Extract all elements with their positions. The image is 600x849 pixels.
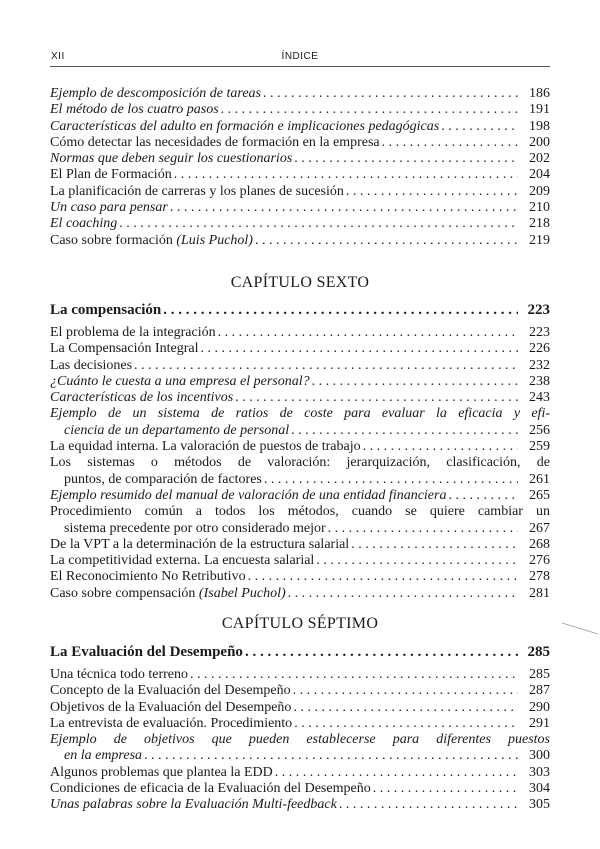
toc-entry-title-text: Características de los incentivos [50, 390, 234, 406]
toc-entry-page: 265 [529, 487, 550, 503]
toc-entry[interactable] [50, 135, 550, 151]
toc-entry-title [50, 216, 117, 232]
dot-leader [351, 537, 518, 553]
dot-leader [264, 472, 518, 488]
dot-leader [170, 200, 518, 216]
toc-entry[interactable] [50, 358, 550, 374]
toc-entry[interactable] [50, 325, 550, 341]
dot-leader [293, 683, 518, 699]
dot-leader [291, 423, 518, 439]
toc-entry-title [50, 167, 172, 183]
toc-entry[interactable] [50, 504, 550, 537]
toc-entry-page: 223 [529, 325, 550, 340]
dot-leader [275, 765, 518, 781]
toc-entry[interactable] [50, 233, 550, 249]
toc-entry-page: 267 [529, 520, 550, 536]
toc-entry[interactable] [50, 781, 550, 797]
dot-leader [163, 302, 518, 318]
toc-entry-page: 276 [529, 553, 550, 569]
toc-entry[interactable] [50, 102, 550, 118]
toc-entry[interactable] [50, 537, 550, 553]
toc-entry-title [50, 716, 292, 732]
toc-entry-title-text: Caso sobre compensación [50, 585, 196, 601]
toc-entry-title-text: El problema de la integración [50, 325, 216, 340]
toc-entry[interactable] [50, 167, 550, 183]
toc-entry-page: 226 [529, 341, 550, 357]
dot-leader [293, 700, 518, 716]
dot-leader [248, 569, 518, 585]
toc-entry-title-text: Concepto de la Evaluación del Desempeño [50, 683, 291, 699]
toc-entry-author: (Isabel Puchol) [198, 585, 286, 601]
toc-entry-page: 218 [529, 216, 550, 232]
chapter-6-main-entry[interactable] [50, 302, 550, 318]
toc-entry-title [50, 781, 371, 797]
toc-entry-title-continuation: sistema precedente por otro considerado mejor [64, 520, 326, 536]
toc-entry-title-continuation: ciencia de un departamento de personal [64, 422, 290, 438]
toc-entry-page: 186 [529, 86, 550, 101]
toc-entry-title-text: Condiciones de eficacia de la Evaluación del Desempeño [50, 781, 371, 797]
toc-entry-title [50, 325, 216, 341]
chapter-6-heading: CAPÍTULO SEXTO [230, 274, 370, 291]
toc-entry-title-continuation: en la empresa [64, 748, 143, 764]
toc-entry-page: 232 [529, 357, 550, 373]
toc-entry-page: 304 [529, 781, 550, 797]
toc-entry-title-continuation: puntos, de comparación de factores [64, 471, 262, 487]
dot-leader [363, 439, 518, 455]
dot-leader [174, 167, 518, 183]
chapter-7-main-entry[interactable] [50, 644, 550, 660]
running-head [50, 50, 550, 67]
toc-entry-page: 305 [529, 797, 550, 813]
toc-entry-page: 278 [529, 569, 550, 585]
toc-entry-title [50, 374, 310, 390]
toc-entry-page: 243 [529, 390, 550, 406]
toc-entry[interactable] [50, 700, 550, 716]
toc-entry-page: 281 [529, 585, 550, 601]
dot-leader [373, 781, 518, 797]
toc-entry-page: 300 [529, 748, 550, 764]
dot-leader [119, 216, 518, 232]
toc-entry[interactable] [50, 683, 550, 699]
toc-entry-title-text: Unas palabras sobre la Evaluación Multi-feedback [50, 797, 337, 813]
toc-entry[interactable] [50, 488, 550, 504]
dot-leader [221, 102, 518, 118]
chapter-6-entries [50, 325, 550, 602]
toc-entry-title [50, 390, 233, 406]
toc-entry[interactable] [50, 439, 550, 455]
toc-entry-title: Ejemplo de un sistema de ratios de coste para evaluar la eficacia y efi- [50, 406, 550, 422]
toc-entry-title-text: La Compensación Integral [50, 341, 199, 357]
toc-entry-title: Los sistemas o métodos de valoración: jerarquización, clasificación, de [50, 455, 550, 471]
toc-entry-page: 200 [529, 134, 550, 150]
toc-entry-title [50, 358, 132, 374]
toc-entry[interactable] [50, 406, 550, 439]
toc-entry[interactable] [50, 390, 550, 406]
toc-entry-page: 285 [529, 667, 550, 682]
chapter-7-entries [50, 667, 550, 814]
toc-entry-page: 256 [529, 422, 550, 438]
toc-entry-title [50, 553, 314, 569]
toc-entry-page: 191 [529, 102, 550, 118]
toc-entry-title-text: Un caso para pensar [50, 200, 168, 216]
toc-entry-title-text: Una técnica todo terreno [50, 667, 188, 682]
toc-entry-title [50, 233, 253, 249]
toc-entry-page: 290 [529, 699, 550, 715]
toc-entry[interactable] [50, 184, 550, 200]
running-title: ÍNDICE [281, 51, 319, 62]
toc-entry[interactable] [50, 200, 550, 216]
toc-entry-page: 303 [529, 764, 550, 780]
dot-leader [235, 390, 518, 406]
dot-leader [382, 135, 518, 151]
toc-entry-title [50, 135, 380, 151]
toc-entry-title-text: Caso sobre formación [50, 232, 173, 248]
dot-leader [346, 184, 518, 200]
toc-entry-page: 219 [529, 232, 550, 248]
toc-entry[interactable] [50, 86, 550, 102]
dot-leader [441, 119, 518, 135]
toc-entry-title-text: ¿Cuánto le cuesta a una empresa el personal? [50, 373, 310, 389]
toc-entry-title [50, 119, 439, 135]
toc-entry-page: 268 [529, 536, 550, 552]
toc-entry-page: 287 [529, 683, 550, 699]
toc-entry-page: 204 [529, 167, 550, 183]
dot-leader [190, 667, 518, 683]
toc-entry-title-text: La planificación de carreras y los planes de sucesión [50, 183, 344, 199]
margin-mark [561, 620, 599, 636]
toc-entry-page: 223 [527, 302, 550, 318]
toc-entry-page: 259 [529, 439, 550, 455]
toc-entry-title [50, 537, 349, 553]
dot-leader [339, 797, 518, 813]
toc-entry-title-text: La equidad interna. La valoración de puestos de trabajo [50, 439, 361, 455]
dot-leader [448, 488, 518, 504]
toc-entry-title [50, 700, 291, 716]
toc-entry[interactable] [50, 797, 550, 813]
toc-entry[interactable] [50, 151, 550, 167]
chapter-7-heading: CAPÍTULO SÉPTIMO [221, 615, 379, 632]
toc-entry[interactable] [50, 716, 550, 732]
dot-leader [134, 358, 518, 374]
toc-entry-title: Ejemplo de objetivos que pueden establecerse para diferentes puestos [50, 732, 550, 748]
toc-entry[interactable] [50, 374, 550, 390]
toc-section-top [50, 86, 550, 249]
toc-entry-title-text: El Plan de Formación [50, 167, 172, 183]
dot-leader [201, 341, 518, 357]
toc-entry-title-text: De la VPT a la determinación de la estructura salarial [50, 536, 350, 552]
toc-entry-author: (Luis Puchol) [176, 232, 253, 248]
toc-entry-title [50, 765, 273, 781]
toc-entry-page: 261 [529, 471, 550, 487]
toc-entry[interactable] [50, 667, 550, 683]
dot-leader [144, 748, 518, 764]
toc-entry-title [50, 151, 292, 167]
toc-entry-title-text: El Reconocimiento No Retributivo [50, 569, 246, 585]
toc-entry-title [50, 569, 246, 585]
toc-entry-title-text: Las decisiones [50, 357, 133, 373]
toc-entry-title [50, 586, 286, 602]
toc-entry-title: La Evaluación del Desempeño [50, 644, 243, 660]
toc-entry-title: Procedimiento común a todos los métodos, cuando se quiere cambiar un [50, 504, 550, 520]
toc-entry[interactable] [50, 553, 550, 569]
toc-entry[interactable] [50, 341, 550, 357]
toc-entry-title [50, 184, 344, 200]
toc-entry-title-text: Ejemplo de descomposición de tareas [50, 86, 261, 101]
toc-entry-title [50, 341, 199, 357]
toc-entry-title-text: Algunos problemas que plantea la EDD [50, 764, 273, 780]
toc-entry-page: 209 [529, 183, 550, 199]
dot-leader [288, 586, 518, 602]
toc-entry-title [50, 102, 219, 118]
toc-entry-title: La compensación [50, 302, 162, 318]
toc-entry-title-text: Ejemplo resumido del manual de valoración de una entidad financiera [50, 487, 447, 503]
toc-entry-title [50, 86, 261, 102]
dot-leader [316, 553, 518, 569]
toc-entry-title-text: Cómo detectar las necesidades de formación en la empresa [50, 134, 380, 150]
dot-leader [218, 325, 518, 341]
toc-entry[interactable] [50, 732, 550, 765]
dot-leader [294, 716, 518, 732]
toc-entry-title [50, 488, 446, 504]
toc-entry-page: 238 [529, 373, 550, 389]
toc-entry-page: 291 [529, 715, 550, 731]
toc-entry-title-text: El método de los cuatro pasos [50, 102, 219, 118]
toc-entry-title-text: Objetivos de la Evaluación del Desempeño [50, 699, 292, 715]
toc-entry-title [50, 667, 188, 683]
toc-entry-title-text: La entrevista de evaluación. Procedimiento [50, 715, 293, 731]
dot-leader [312, 374, 518, 390]
toc-entry[interactable] [50, 569, 550, 585]
dot-leader [328, 521, 518, 537]
toc-entry-title [50, 200, 168, 216]
toc-entry[interactable] [50, 216, 550, 232]
toc-entry-title-text: La competitividad externa. La encuesta salarial [50, 553, 315, 569]
dot-leader [294, 151, 518, 167]
toc-entry-title [50, 439, 361, 455]
toc-entry-title-text: Normas que deben seguir los cuestionarios [50, 151, 293, 167]
toc-entry[interactable] [50, 119, 550, 135]
dot-leader [245, 644, 518, 660]
toc-entry[interactable] [50, 455, 550, 488]
toc-entry-page: 202 [529, 151, 550, 167]
toc-entry[interactable] [50, 586, 550, 602]
toc-entry-page: 210 [529, 200, 550, 216]
toc-entry-page: 198 [529, 118, 550, 134]
toc-entry[interactable] [50, 765, 550, 781]
dot-leader [255, 233, 518, 249]
page-number: XII [51, 51, 65, 62]
toc-entry-title-text: El coaching [50, 216, 118, 232]
dot-leader [263, 86, 518, 102]
toc-entry-title [50, 683, 291, 699]
toc-entry-page: 285 [527, 644, 550, 660]
toc-entry-title [50, 797, 337, 813]
toc-entry-title-text: Características del adulto en formación e implicaciones pedagógicas [50, 118, 440, 134]
